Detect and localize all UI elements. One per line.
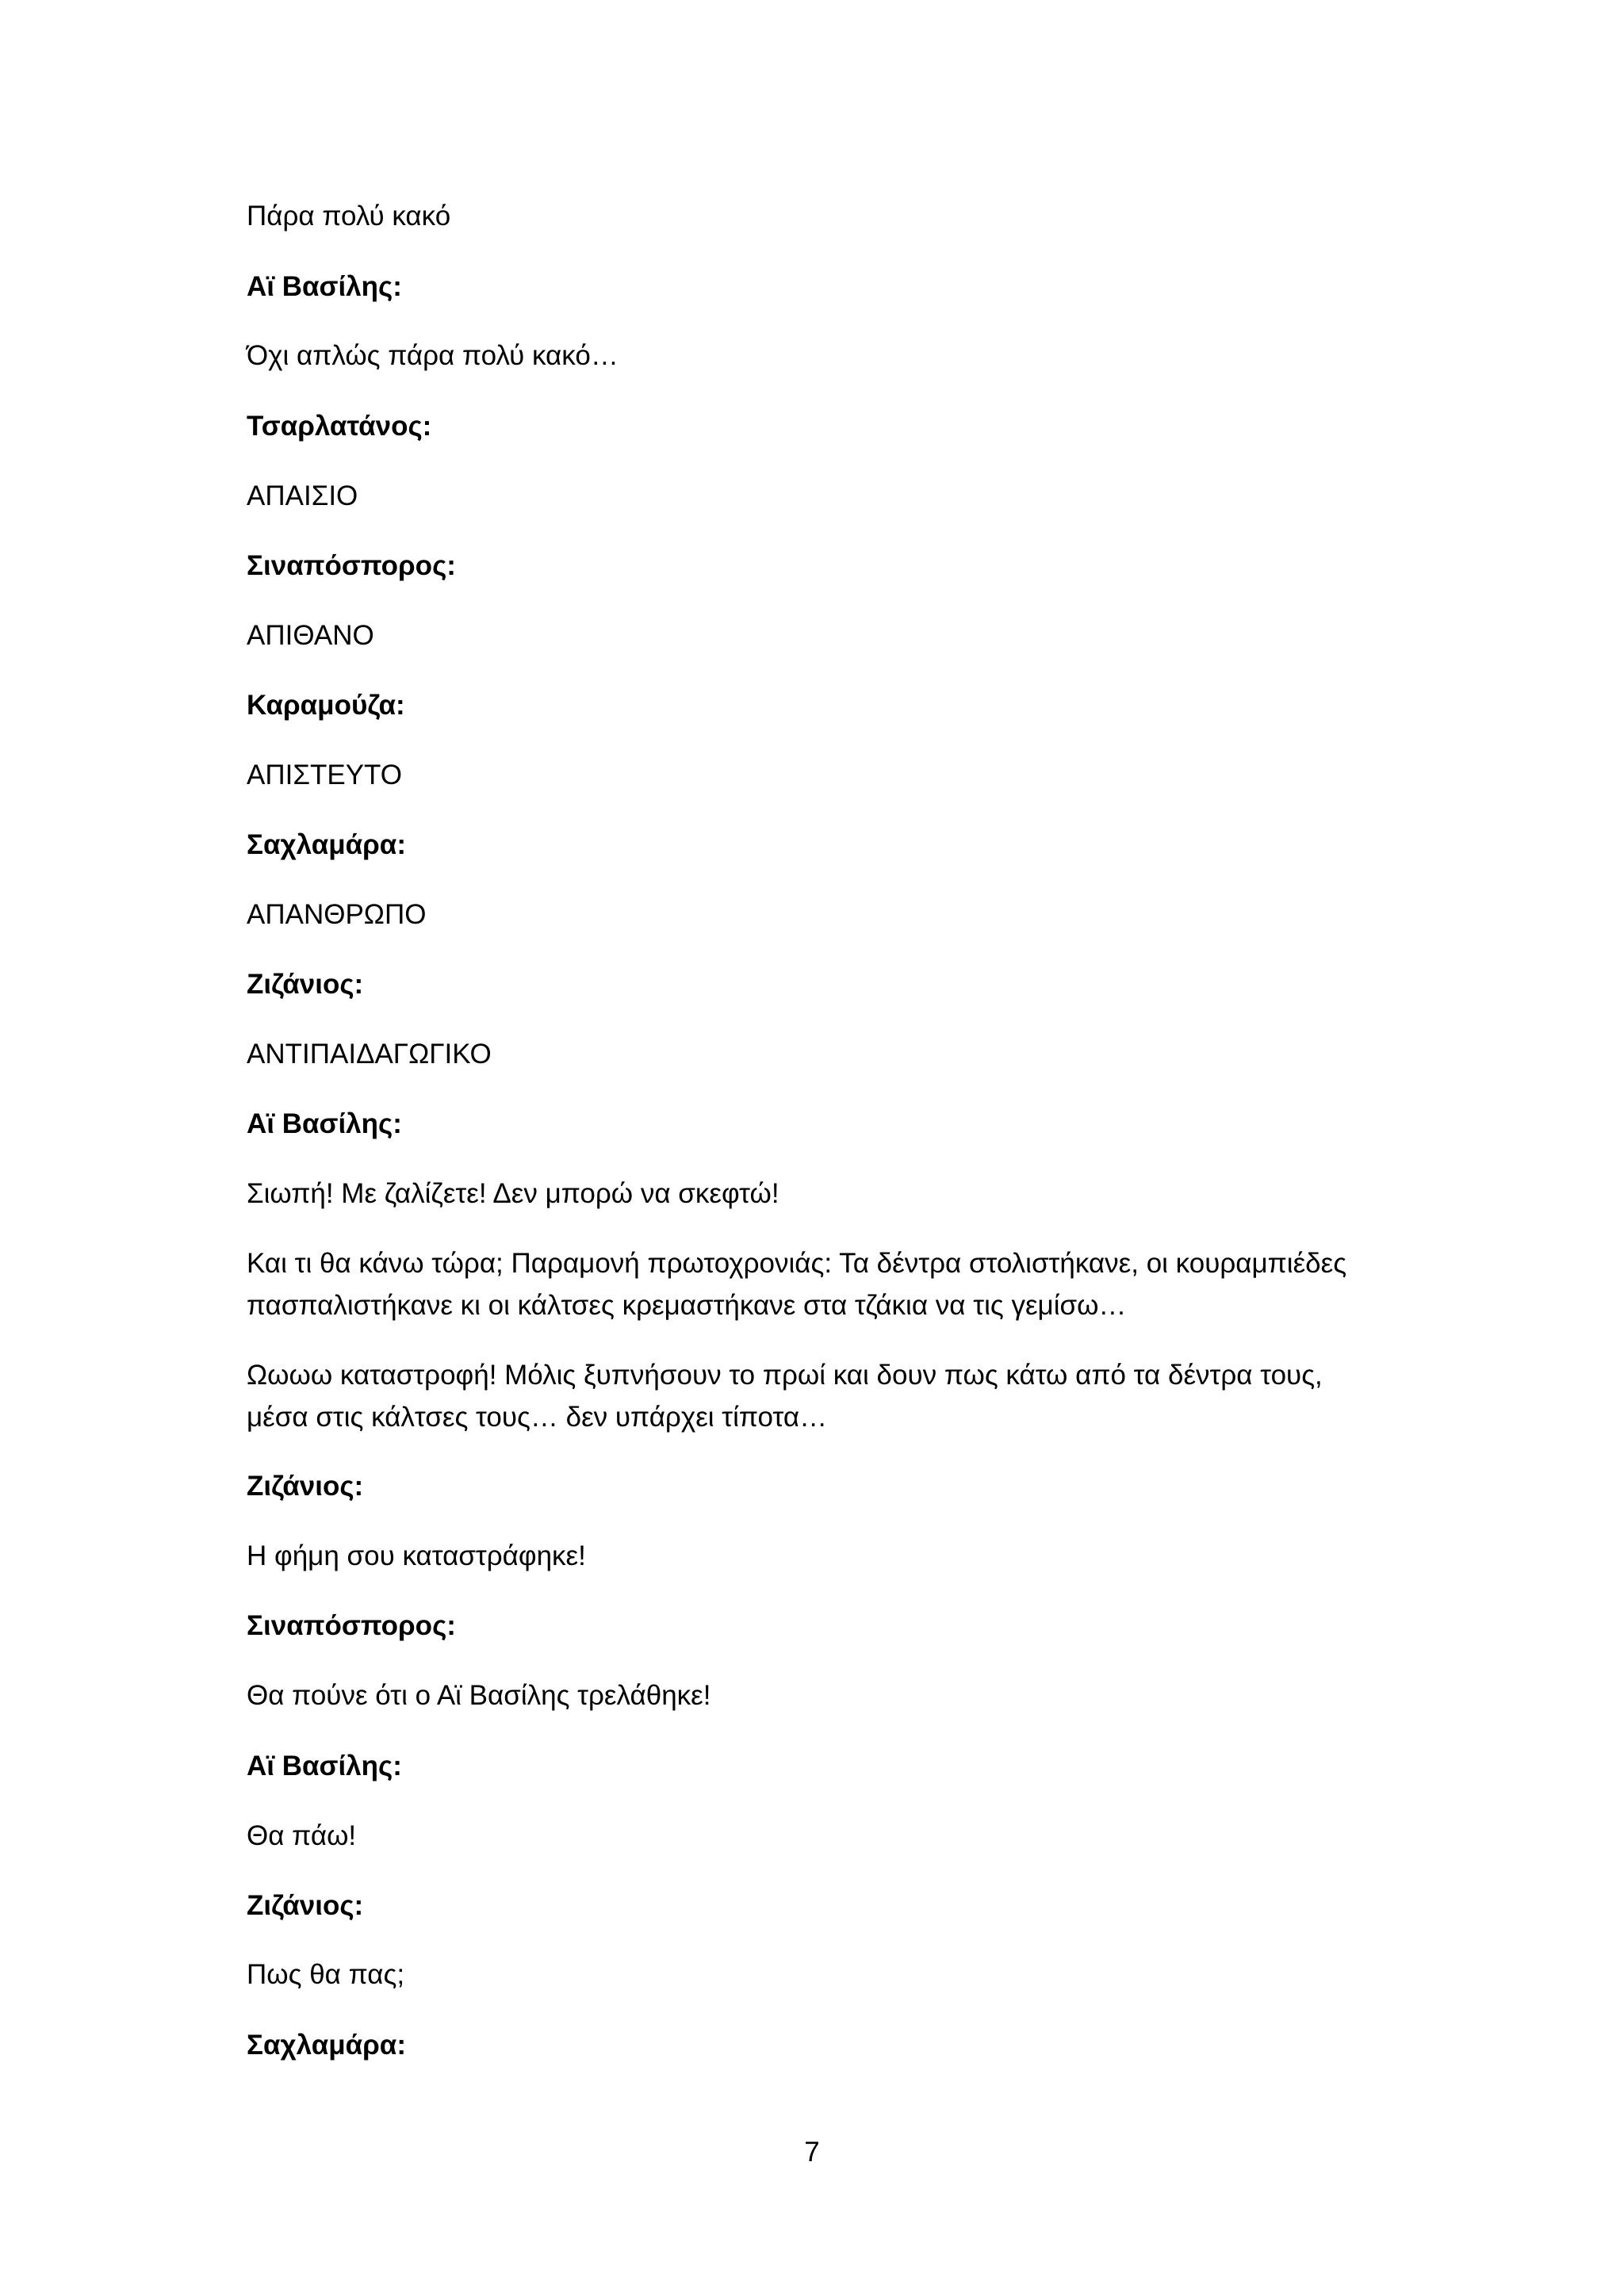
speaker-name: Σιναπόσπορος: xyxy=(247,550,456,581)
dialogue-line: Όχι απλώς πάρα πολύ κακό… xyxy=(247,340,619,371)
dialogue-line: Ωωωω καταστροφή! Μόλις ξυπνήσουν το πρωί και δουν πως κάτω από τα δέντρα τους, xyxy=(247,1360,1323,1391)
dialogue-line: Η φήμη σου καταστράφηκε! xyxy=(247,1540,586,1571)
dialogue-line: ΑΠΙΣΤΕΥΤΟ xyxy=(247,760,403,790)
speaker-name: Σιναπόσπορος: xyxy=(247,1610,456,1641)
dialogue-line: ΑΝΤΙΠΑΙΔΑΓΩΓΙΚΟ xyxy=(247,1039,492,1070)
speaker-name: Ζιζάνιος: xyxy=(247,1890,364,1921)
speaker-name: Αϊ Βασίλης: xyxy=(247,1751,402,1781)
speaker-name: Τσαρλατάνος: xyxy=(247,411,432,442)
dialogue-line: ΑΠΑΙΣΙΟ xyxy=(247,480,358,511)
dialogue-line: ΑΠΙΘΑΝΟ xyxy=(247,620,374,651)
dialogue-line: μέσα στις κάλτσες τους… δεν υπάρχει τίποτα… xyxy=(247,1402,828,1433)
speaker-name: Αϊ Βασίλης: xyxy=(247,271,402,302)
speaker-name: Ζιζάνιος: xyxy=(247,969,364,1000)
speaker-name: Σαχλαμάρα: xyxy=(247,829,406,860)
speaker-name: Σαχλαμάρα: xyxy=(247,2030,406,2061)
dialogue-line: Σιωπή! Με ζαλίζετε! Δεν μπορώ να σκεφτώ! xyxy=(247,1178,779,1209)
dialogue-line: Πως θα πας; xyxy=(247,1959,405,1990)
speaker-name: Ζιζάνιος: xyxy=(247,1471,364,1502)
speaker-name: Καραμούζα: xyxy=(247,690,405,721)
dialogue-line: Θα πούνε ότι ο Αϊ Βασίλης τρελάθηκε! xyxy=(247,1680,711,1711)
dialogue-line: Και τι θα κάνω τώρα; Παραμονή πρωτοχρονιάς: Τα δέντρα στολιστήκανε, οι κουραμπιέδες xyxy=(247,1248,1347,1279)
dialogue-line: Πάρα πολύ κακό xyxy=(247,201,451,232)
speaker-name: Αϊ Βασίλης: xyxy=(247,1108,402,1139)
dialogue-line: πασπαλιστήκανε κι οι κάλτσες κρεμαστήκανε στα τζάκια να τις γεμίσω… xyxy=(247,1290,1127,1321)
dialogue-line: ΑΠΑΝΘΡΩΠΟ xyxy=(247,899,427,930)
dialogue-line: Θα πάω! xyxy=(247,1820,357,1851)
page-number: 7 xyxy=(804,2137,820,2168)
